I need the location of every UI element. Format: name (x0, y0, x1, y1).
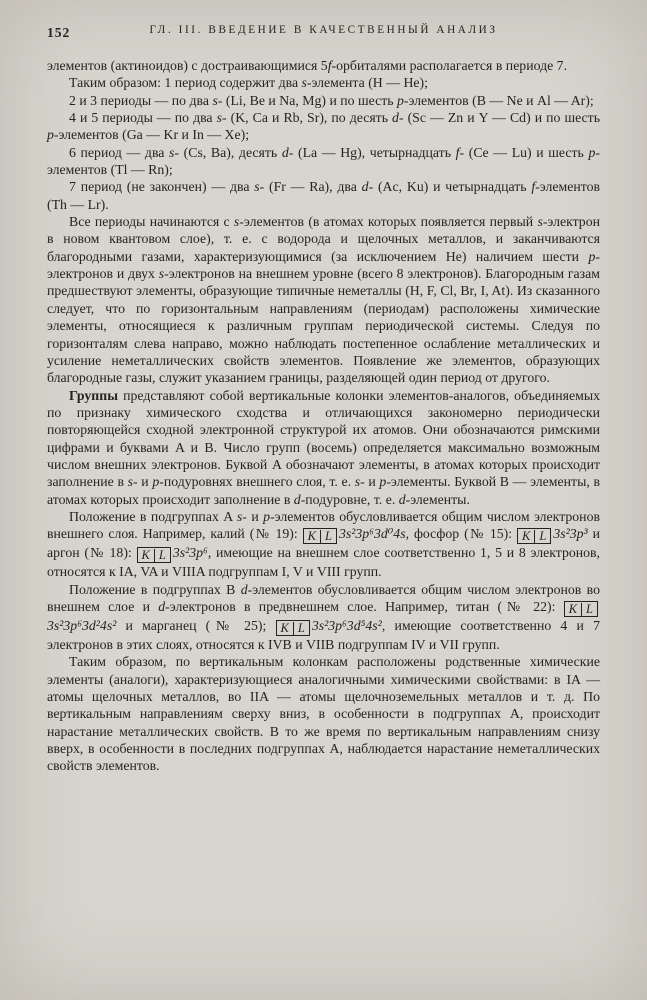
electron-shell-box: K L (517, 528, 551, 544)
paragraph: 6 период — два s- (Cs, Ba), десять d- (La — Hg), четырнадцать f- (Ce — Lu) и шесть p-элементов (Tl — Rn); (47, 144, 601, 178)
paragraph: Таким образом, по вертикальным колонкам расположены родственные химические элементы (аналоги), характеризующиеся аналогичными химическими свойствами: в IA — атомы щелочных металлов, во IIA — атомы щелочноземельных металлов и т. д. По вертикальным направлениям сверху вниз, в особенности в подгруппах A, происходит нарастание металлических свойств. В то же время по вертикальным направлениям снизу вверх, в особенности в последних подгруппах A, наблюдается нарастание неметаллических свойств элементов. (47, 654, 600, 774)
page-header (47, 24, 600, 42)
running-title: ГЛ. III. ВВЕДЕНИЕ В КАЧЕСТВЕННЫЙ АНАЛИЗ (149, 24, 498, 36)
paragraph: 4 и 5 периоды — по два s- (K, Ca и Rb, Sr), по десять d- (Sc — Zn и Y — Cd) и по шесть p-элементов (Ga — Kr и In — Xe); (47, 110, 600, 143)
paragraph: Положение в подгруппах B d-элементов обусловливается общим числом электронов во внешнем слое и d-электронов в предвнешнем слое. Например, титан (№ 22): K L3s²3p⁶3d²4s² и марганец (№ 25); K L 3s²3p⁶3d⁵4s², имеющие соответственно 4 и 7 электронов в этих слоях, относятся к IVB и VIIB подгруппам IV и VII групп. (47, 581, 601, 652)
electron-shell-box: K L (303, 528, 337, 544)
electron-shell-box: K L (276, 620, 310, 636)
electron-shell-box: K L (564, 601, 598, 617)
electron-shell-box: K L (137, 547, 171, 563)
paragraph: Положение в подгруппах A s- и p-элементов обусловливается общим числом электронов внешнего слоя. Например, калий (№ 19): K L 3s²3p⁶3d⁰4s, фосфор (№ 15): K L 3s²3p³ и аргон (№ 18): K L 3s²3p⁶, имеющие на внешнем слое соответственно 1, 5 и 8 электронов, относятся к IA, VA и VIIIA подгруппам I, V и VIII групп. (47, 508, 601, 580)
page-body (47, 57, 600, 775)
paragraph: Таким образом: 1 период содержит два s-элемента (H — He); (69, 75, 428, 91)
paragraph: 2 и 3 периоды — по два s- (Li, Be и Na, Mg) и по шесть p-элементов (B — Ne и Al — Ar); (69, 92, 594, 108)
paragraph: Все периоды начинаются с s-элементов (в атомах которых появляется первый s-электрон в новом квантовом слое), т. е. с водорода и щелочных металлов, и заканчиваются благородными газами, характеризующимися (за исключением He) наличием шести p-электронов и двух s-электронов на внешнем уровне (всего 8 электронов). Благородным газам предшествуют элементы, образующие типичные неметаллы (H, F, Cl, Br, I, At). Из сказанного следует, что по горизонтальным направлениям (периодам) расположены химические элементы, относящиеся к различным группам периодической системы. Следуя по горизонталям слева направо, можно наблюдать постепенное ослабление металлических и усиление неметаллических свойств элементов. Появление же элементов, образующих благородные газы, служит указанием границы, разделяющей один период от другого. (47, 214, 600, 386)
paragraph: 7 период (не закончен) — два s- (Fr — Ra), два d- (Ac, Ku) и четырнадцать f-элементов (Th — Lr). (47, 179, 600, 212)
paragraph: элементов (актиноидов) с достраивающимися 5f-орбиталями располагается в периоде 7. (47, 58, 568, 73)
page-number: 152 (47, 25, 71, 40)
paragraph: Группы представляют собой вертикальные колонки элементов-аналогов, объединяемых по признаку химического сходства и отличающихся закономерно периодически повторяющейся сходной электронной структурой их атомов. Они обозначаются римскими цифрами и буквами A и B. Число групп (восемь) определяется максимально возможным числом внешних электронов. Буквой A обозначают элементы, в атомах которых происходит заполнение в s- и p-подуровнях внешнего слоя, т. е. s- и p-элементы. Буквой B — элементы, в атомах которых происходит заполнение в d-подуровне, т. е. d-элементы. (47, 387, 600, 507)
